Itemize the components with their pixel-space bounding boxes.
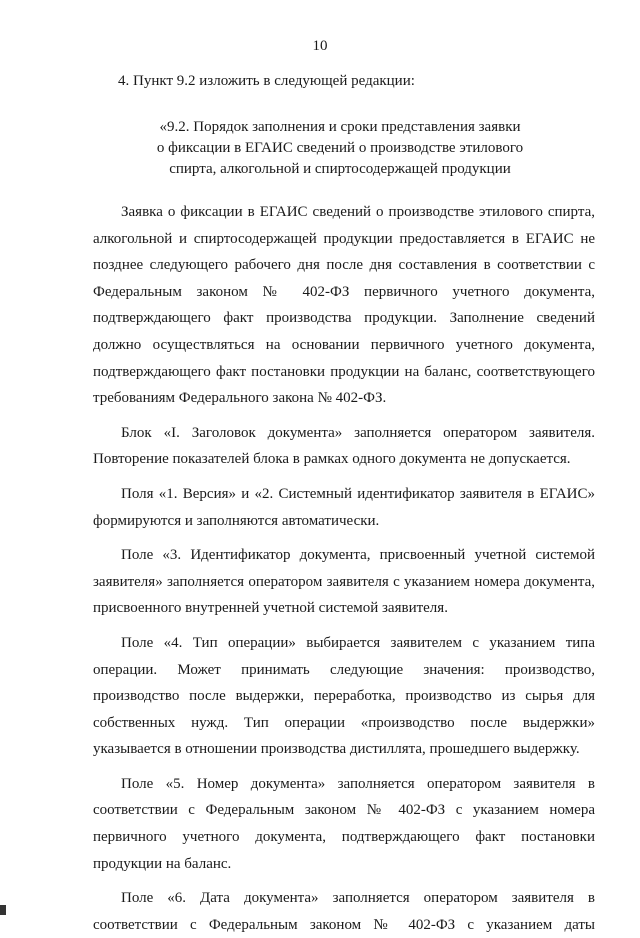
heading-line: «9.2. Порядок заполнения и сроки представления заявки: [159, 119, 521, 135]
page-number: 10: [312, 38, 328, 54]
text-line: подтверждающего факт постановки продукции на баланс, соответствующего: [93, 363, 595, 380]
text-line: операции. Может принимать следующие значения: производство,: [93, 661, 595, 678]
heading-line: спирта, алкогольной и спиртосодержащей продукции: [169, 161, 511, 177]
paragraph-1: [93, 199, 595, 412]
paragraph-6: [93, 771, 595, 877]
text-line: подтверждающего факт производства продукции. Заполнение сведений: [93, 310, 595, 327]
text-line: Заявка о фиксации в ЕГАИС сведений о производстве этилового спирта,: [121, 204, 595, 220]
scan-edge-mark: [0, 905, 6, 915]
text-line: указывается в отношении производства дистиллята, прошедшего выдержку.: [93, 741, 580, 758]
text-line: первичного учетного документа, подтверждающего факт постановки: [93, 829, 595, 846]
intro-line: 4. Пункт 9.2 изложить в следующей редакции:: [118, 73, 415, 89]
paragraph-3: [93, 481, 595, 534]
text-line: собственных нужд. Тип операции «производство после выдержки»: [93, 714, 595, 731]
text-line: Повторение показателей блока в рамках одного документа не допускается.: [93, 451, 571, 468]
text-line: Поле «5. Номер документа» заполняется оператором заявителя в: [121, 775, 595, 792]
text-line: заявителя» заполняется оператором заявителя с указанием номера документа,: [93, 573, 595, 590]
text-line: Поле «3. Идентификатор документа, присвоенный учетной системой: [121, 547, 595, 564]
text-line: Поле «4. Тип операции» выбирается заявителем с указанием типа: [121, 634, 595, 651]
text-line: Блок «I. Заголовок документа» заполняется оператором заявителя.: [121, 424, 595, 441]
text-line: производство после выдержки, переработка, производство из сырья для: [93, 688, 595, 705]
paragraph-2: [93, 420, 595, 473]
text-line: Федеральным законом № 402-ФЗ первичного учетного документа,: [93, 283, 595, 300]
text-line: продукции на баланс.: [93, 855, 232, 872]
text-line: формируются и заполняются автоматически.: [93, 512, 380, 529]
text-line: соответствии с Федеральным законом № 402-ФЗ с указанием номера: [93, 802, 595, 819]
text-line: Поле «6. Дата документа» заполняется оператором заявителя в: [121, 890, 595, 907]
text-line: Поля «1. Версия» и «2. Системный идентификатор заявителя в ЕГАИС»: [121, 485, 595, 502]
text-line: позднее следующего рабочего дня после дня составления в соответствии с: [93, 257, 595, 274]
text-line: присвоенного внутренней учетной системой заявителя.: [93, 600, 448, 617]
paragraph-5: [93, 630, 595, 763]
paragraph-7: [93, 885, 595, 938]
heading-line: о фиксации в ЕГАИС сведений о производстве этилового: [156, 140, 524, 156]
text-line: соответствии с Федеральным законом № 402-ФЗ с указанием даты: [93, 916, 595, 933]
section-heading: [90, 117, 590, 180]
text-line: требованиям Федерального закона № 402-ФЗ.: [93, 390, 387, 407]
text-line: должно осуществляться на основании первичного учетного документа,: [93, 336, 595, 353]
paragraph-4: [93, 542, 595, 622]
body-text: [93, 199, 595, 938]
text-line: алкогольной и спиртосодержащей продукции предоставляется в ЕГАИС не: [93, 230, 595, 247]
